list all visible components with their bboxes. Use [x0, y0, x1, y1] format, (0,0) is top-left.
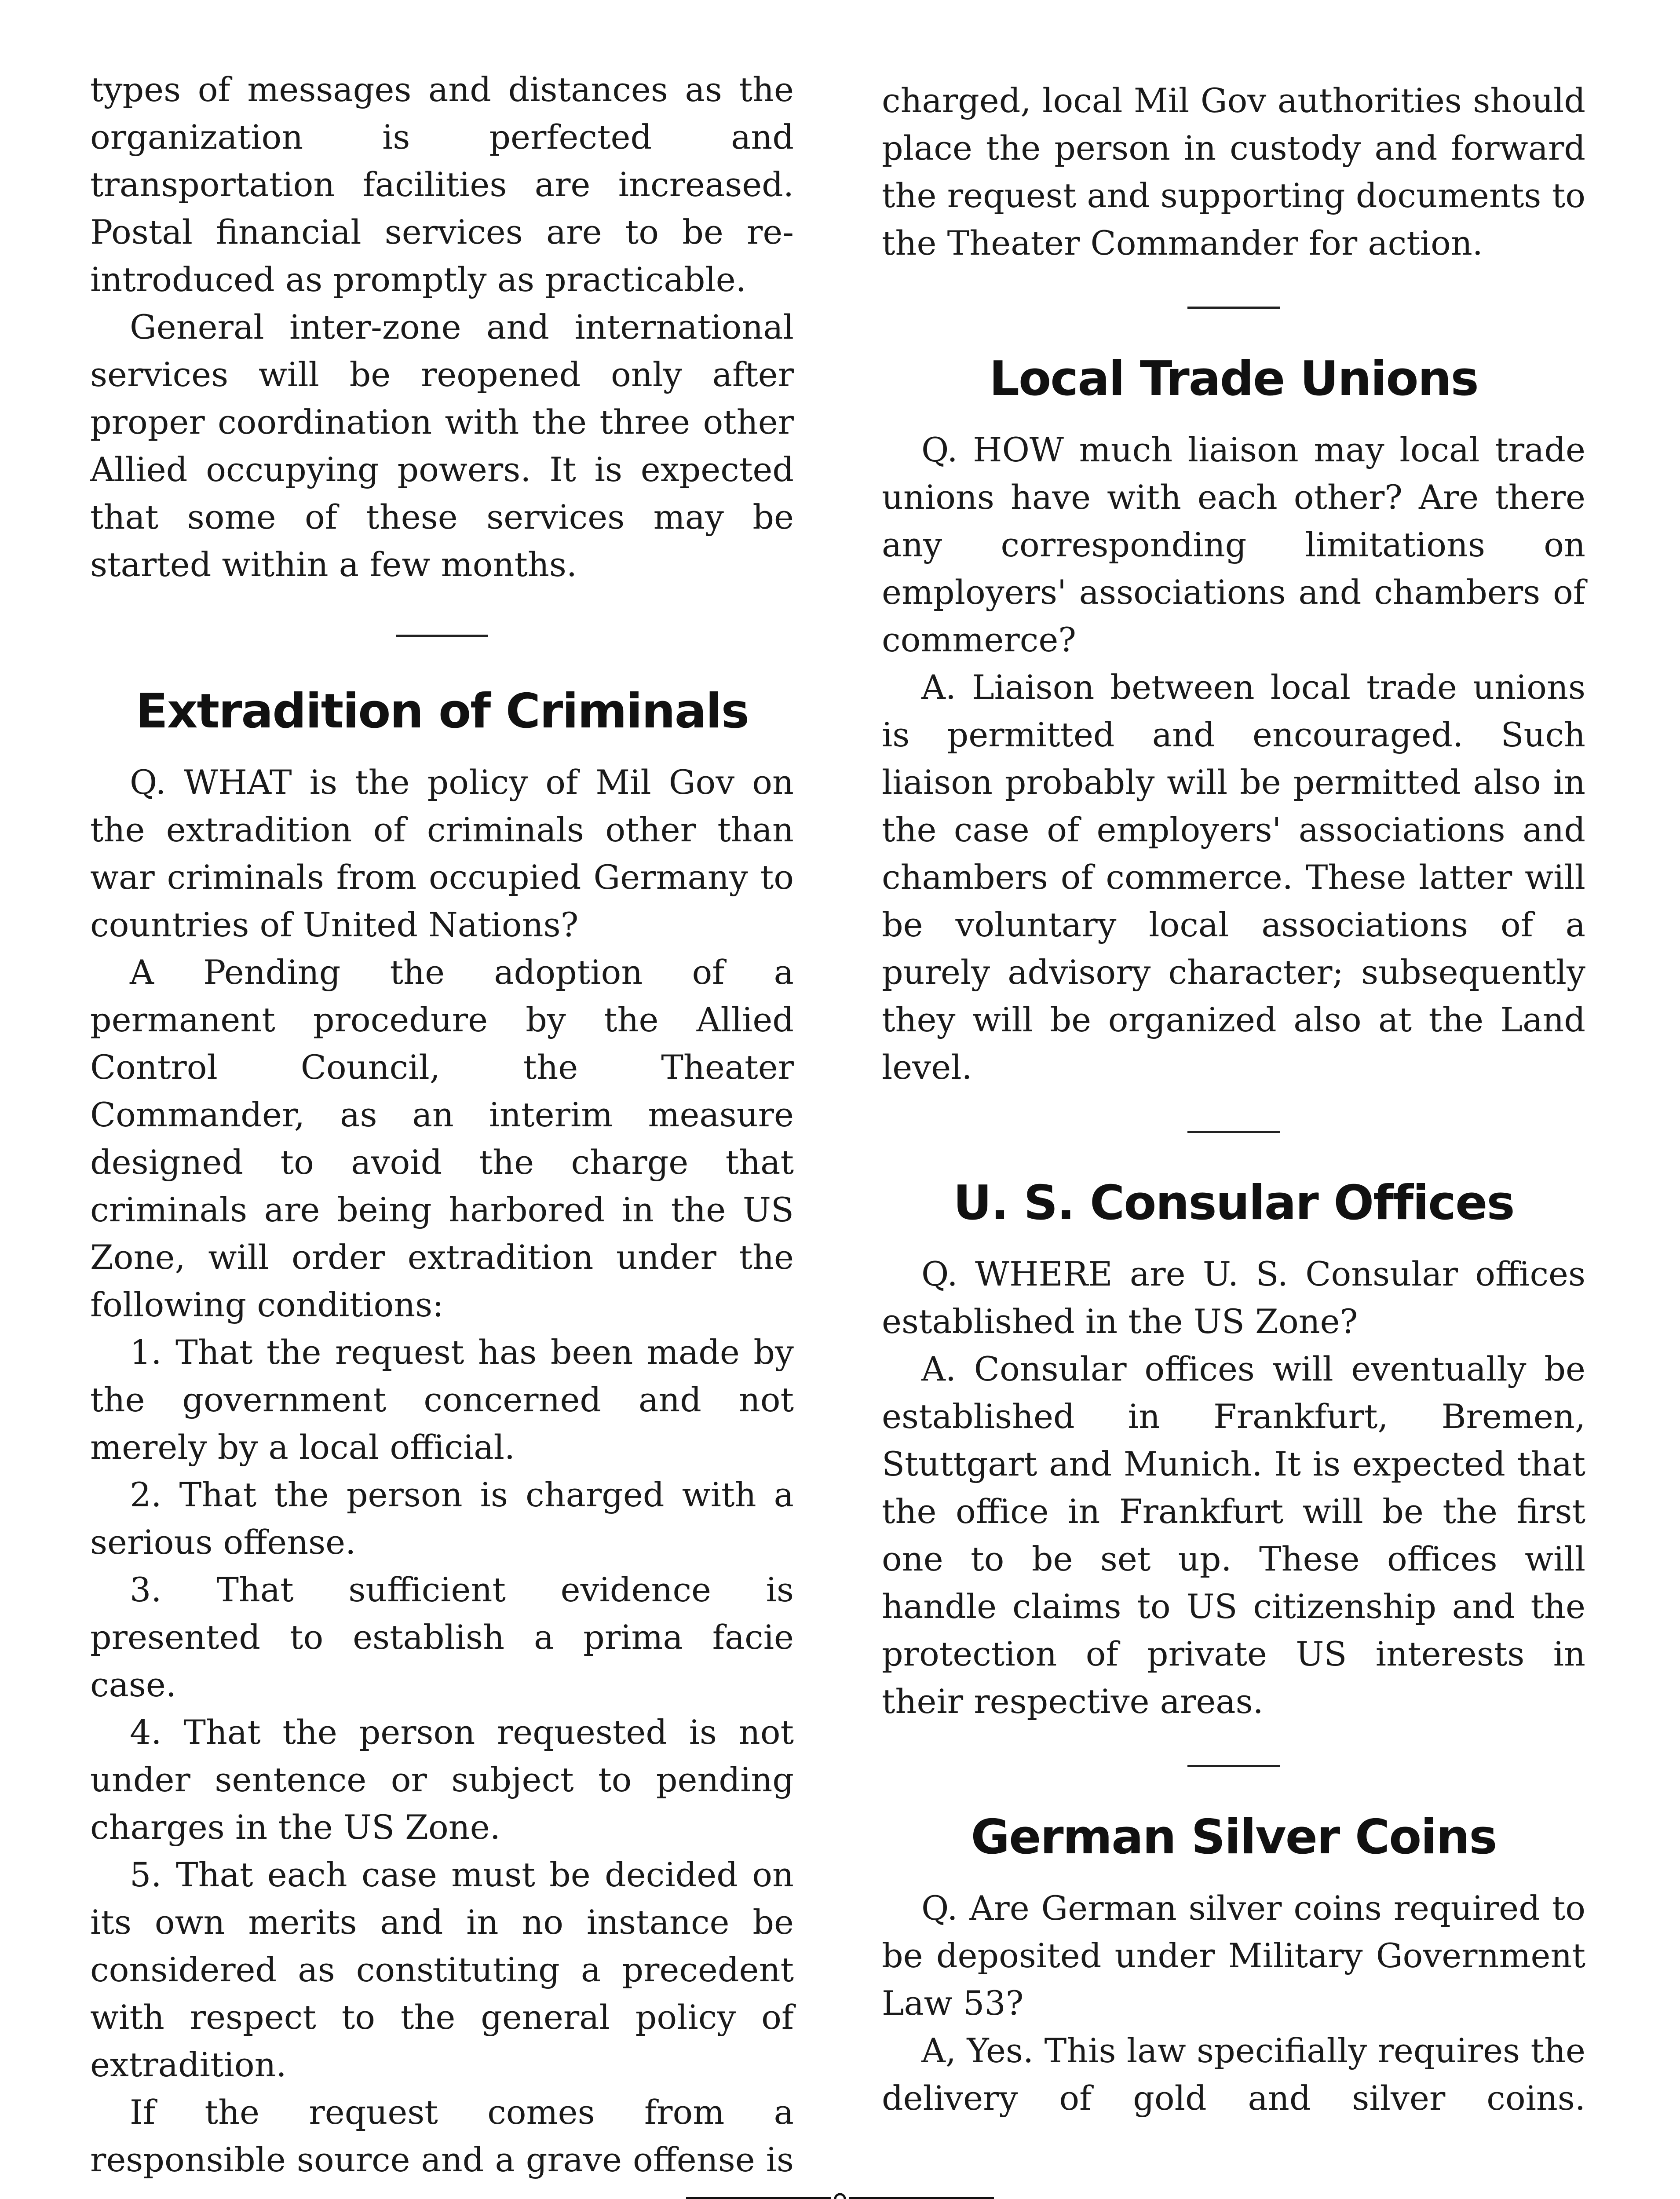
- section-divider: [1187, 1765, 1280, 1767]
- condition-1: 1. That the request has been made by the government concerned and not merely by a local official.: [90, 1333, 794, 1467]
- condition-3: 3. That sufficient evidence is presented to establish a prima facie case.: [90, 1570, 794, 1704]
- left-column: [90, 66, 794, 2184]
- extradition-answer: A Pending the adoption of a permanent procedure by the Allied Control Council, the Theater Commander, as an interim measure designed to avoid the charge that criminals are being harbored in the US Zone, will order extradition under the following conditions:: [90, 953, 794, 1324]
- trade-unions-question: Q. HOW much liaison may local trade unions have with each other? Are there any corresponding limitations on employers' associations and chambers of commerce?: [882, 430, 1585, 659]
- silver-coins-answer: A, Yes. This law specifially requires the delivery of gold and silver coins.: [882, 2031, 1585, 2118]
- section-divider: [1187, 307, 1280, 309]
- heading-consular-offices: U. S. Consular Offices: [953, 1176, 1514, 1231]
- condition-4: 4. That the person requested is not under sentence or subject to pending charges in the US Zone.: [90, 1713, 794, 1847]
- extradition-closing-start: If the request comes from a responsible source and a grave offense is: [90, 2093, 794, 2179]
- silver-coins-question: Q. Are German silver coins required to be deposited under Military Government Law 53?: [882, 1889, 1585, 2023]
- footer-ornament: [686, 2192, 994, 2199]
- intro-paragraph-1: types of messages and distances as the organization is perfected and transportation facilities are increased. Postal financial services are to be re-introduced as promptly as practicable.: [90, 70, 794, 299]
- right-column: [882, 77, 1585, 2122]
- extradition-closing-end: charged, local Mil Gov authorities should place the person in custody and forward the request and supporting documents to the Theater Commander for action.: [882, 81, 1585, 263]
- consular-answer: A. Consular offices will eventually be established in Frankfurt, Bremen, Stuttgart and Munich. It is expected that the office in Frankfurt will be the first one to be set up. These offices will handle claims to US citizenship and the protection of private US interests in their respective areas.: [882, 1349, 1585, 1721]
- section-divider: [396, 635, 488, 637]
- heading-trade-unions: Local Trade Unions: [989, 351, 1478, 406]
- condition-5: 5. That each case must be decided on its own merits and in no instance be considered as constituting a precedent with respect to the general policy of extradition.: [90, 1855, 794, 2084]
- intro-paragraph-2: General inter-zone and international services will be reopened only after proper coordination with the three other Allied occupying powers. It is expected that some of these services may be started within a few months.: [90, 307, 794, 584]
- section-divider: [1187, 1131, 1280, 1133]
- condition-2: 2. That the person is charged with a serious offense.: [90, 1475, 794, 1562]
- heading-silver-coins: German Silver Coins: [971, 1810, 1497, 1865]
- consular-question: Q. WHERE are U. S. Consular offices established in the US Zone?: [882, 1254, 1585, 1341]
- trade-unions-answer: A. Liaison between local trade unions is permitted and encouraged. Such liaison probably will be permitted also in the case of employers' associations and chambers of commerce. These latter will be voluntary local associations of a purely advisory character; subsequently they will be organized also at the Land level.: [882, 668, 1585, 1087]
- extradition-question: Q. WHAT is the policy of Mil Gov on the extradition of criminals other than war criminals from occupied Germany to countries of United Nations?: [90, 763, 794, 944]
- heading-extradition: Extradition of Criminals: [135, 684, 749, 739]
